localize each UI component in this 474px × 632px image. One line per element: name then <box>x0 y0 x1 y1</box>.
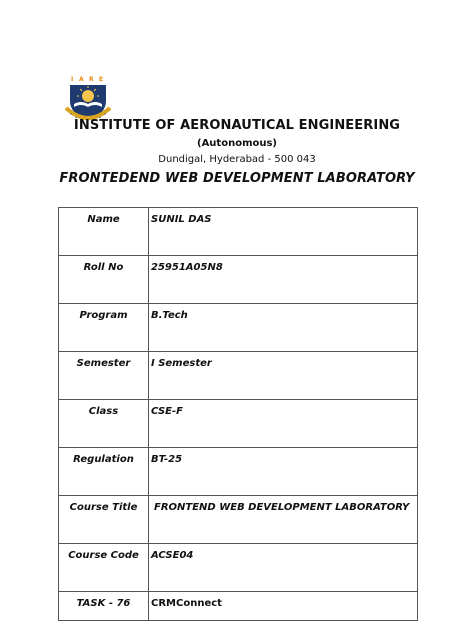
iare-emblem-icon <box>62 74 114 124</box>
table-row <box>59 352 418 400</box>
semester-label: Semester <box>59 352 149 400</box>
svg-text:I: I <box>71 76 74 83</box>
svg-text:E: E <box>99 76 104 83</box>
student-details-table <box>58 207 418 621</box>
iare-logo <box>62 74 114 124</box>
name-value: SUNIL DAS <box>149 208 418 256</box>
svg-text:A: A <box>79 76 84 83</box>
institute-status: (Autonomous) <box>197 138 277 149</box>
table-row <box>59 544 418 592</box>
document-title: FRONTEDEND WEB DEVELOPMENT LABORATORY <box>59 171 415 186</box>
table-row <box>59 208 418 256</box>
table-row <box>59 400 418 448</box>
roll-no-value: 25951A05N8 <box>149 256 418 304</box>
table-row <box>59 448 418 496</box>
name-label: Name <box>59 208 149 256</box>
class-label: Class <box>59 400 149 448</box>
table-row <box>59 496 418 544</box>
course-title-label: Course Title <box>59 496 149 544</box>
roll-no-label: Roll No <box>59 256 149 304</box>
institute-name: INSTITUTE OF AERONAUTICAL ENGINEERING <box>73 118 401 133</box>
program-value: B.Tech <box>149 304 418 352</box>
task-label: TASK - 76 <box>59 592 149 621</box>
course-code-label: Course Code <box>59 544 149 592</box>
table-row <box>59 256 418 304</box>
class-value: CSE-F <box>149 400 418 448</box>
table-row <box>59 592 418 621</box>
course-title-value: FRONTEND WEB DEVELOPMENT LABORATORY <box>149 496 418 544</box>
institute-address: Dundigal, Hyderabad - 500 043 <box>158 154 316 165</box>
regulation-value: BT-25 <box>149 448 418 496</box>
program-label: Program <box>59 304 149 352</box>
semester-value: I Semester <box>149 352 418 400</box>
task-value: CRMConnect <box>149 592 418 621</box>
course-code-value: ACSE04 <box>149 544 418 592</box>
regulation-label: Regulation <box>59 448 149 496</box>
table-row <box>59 304 418 352</box>
svg-text:R: R <box>89 76 94 83</box>
